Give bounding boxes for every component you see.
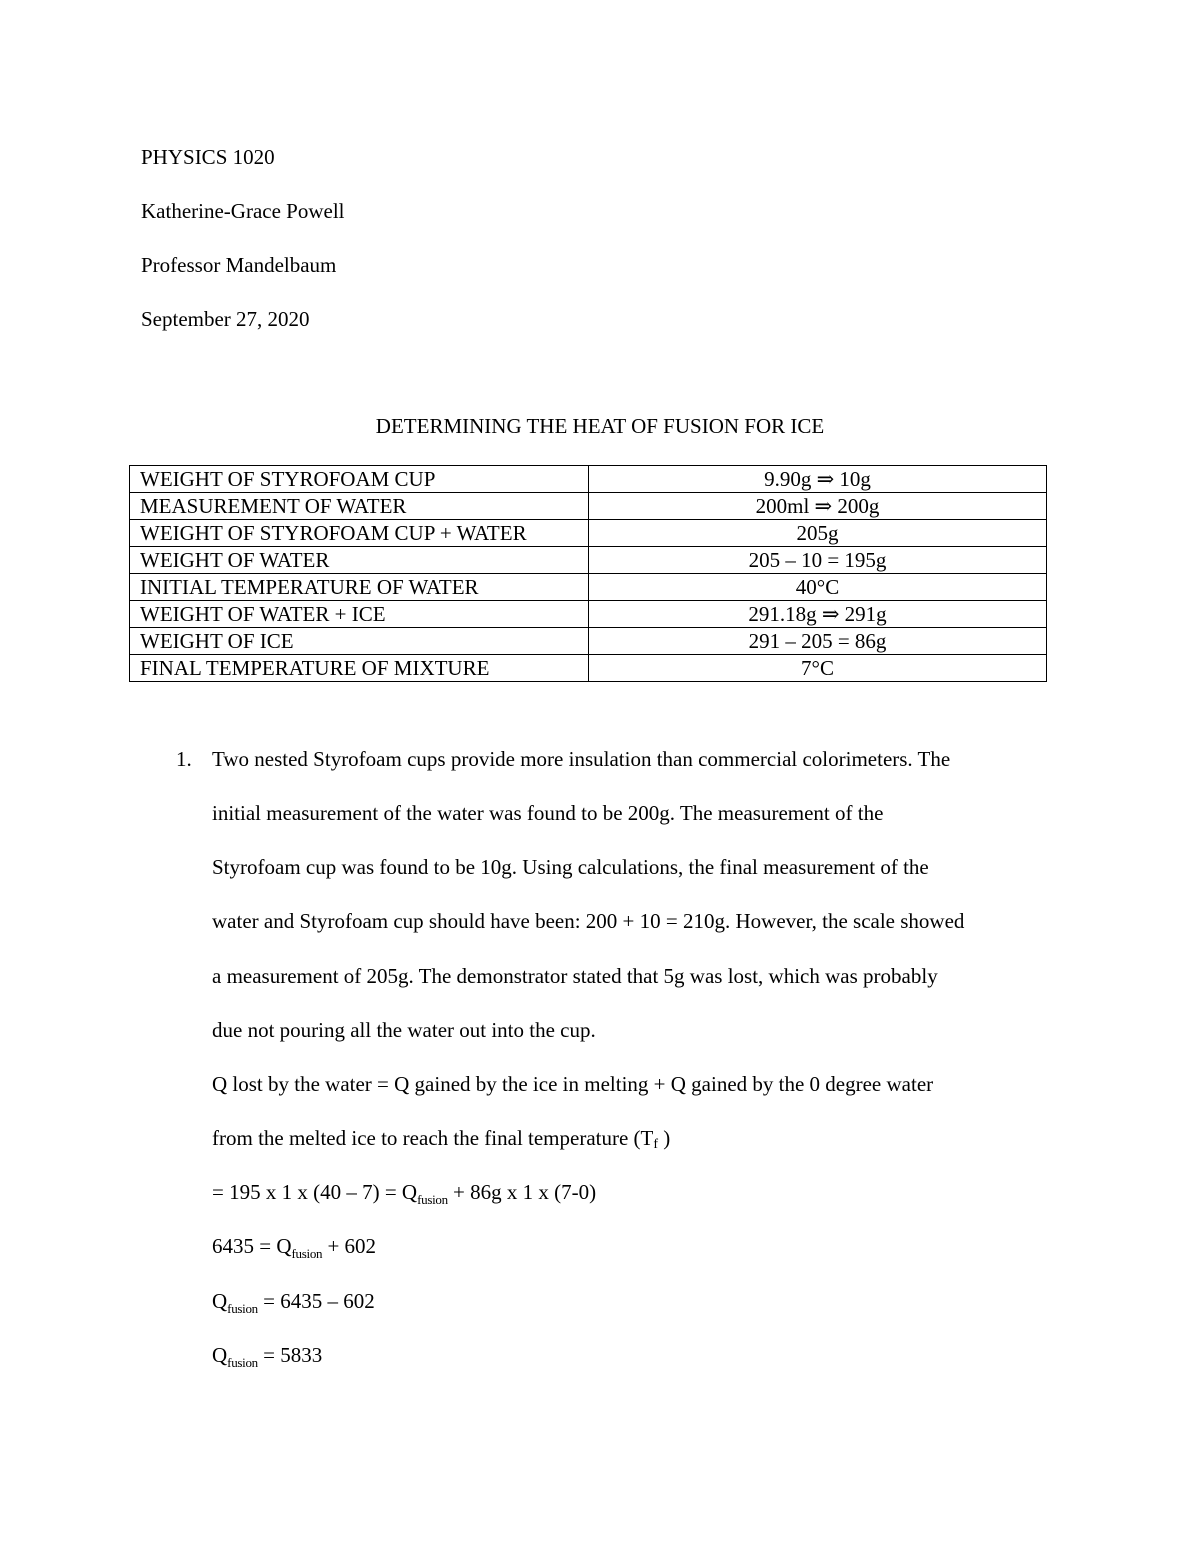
paragraph-line: a measurement of 205g. The demonstrator stated that 5g was lost, which was probably [212, 964, 938, 988]
table-row [130, 466, 1047, 493]
table-row [130, 628, 1047, 655]
row-label: WEIGHT OF WATER + ICE [130, 601, 589, 628]
paragraph-line: initial measurement of the water was found to be 200g. The measurement of the [212, 801, 884, 825]
table-row [130, 574, 1047, 601]
row-value: 205g [589, 520, 1047, 547]
measurements-table [129, 465, 1047, 682]
calculation-line [212, 1180, 596, 1205]
row-value: 291 – 205 = 86g [589, 628, 1047, 655]
paragraph-line: water and Styrofoam cup should have been: 200 + 10 = 210g. However, the scale showed [212, 909, 965, 933]
calc-text-end: = 6435 – 602 [257, 1289, 375, 1313]
table-row [130, 547, 1047, 574]
calc-text-end: + 602 [322, 1234, 377, 1258]
professor-name: Professor Mandelbaum [141, 253, 337, 277]
row-label: WEIGHT OF STYROFOAM CUP + WATER [130, 520, 589, 547]
row-value: 205 – 10 = 195g [589, 547, 1047, 574]
equation-text-end: ) [658, 1126, 671, 1150]
calculation-line [212, 1234, 376, 1259]
list-number: 1. [176, 747, 192, 771]
equation-line: Q lost by the water = Q gained by the ice in melting + Q gained by the 0 degree water [212, 1072, 934, 1096]
calculation-line [212, 1343, 322, 1368]
date-line: September 27, 2020 [141, 307, 310, 331]
row-value: 291.18g ⇒ 291g [589, 601, 1047, 628]
row-value: 200ml ⇒ 200g [589, 493, 1047, 520]
calc-text: Q [212, 1343, 228, 1367]
document-title: DETERMINING THE HEAT OF FUSION FOR ICE [375, 414, 825, 438]
equation-subscript: f [653, 1137, 659, 1152]
row-label: INITIAL TEMPERATURE OF WATER [130, 574, 589, 601]
row-label: WEIGHT OF WATER [130, 547, 589, 574]
row-label: FINAL TEMPERATURE OF MIXTURE [130, 655, 589, 682]
paragraph-line: Two nested Styrofoam cups provide more insulation than commercial colorimeters. The [212, 747, 951, 771]
table-row [130, 655, 1047, 682]
table-row [130, 601, 1047, 628]
calculation-line [212, 1289, 375, 1314]
row-value: 40°C [589, 574, 1047, 601]
row-label: MEASUREMENT OF WATER [130, 493, 589, 520]
row-label: WEIGHT OF STYROFOAM CUP [130, 466, 589, 493]
student-name: Katherine-Grace Powell [141, 199, 345, 223]
row-label: WEIGHT OF ICE [130, 628, 589, 655]
calc-subscript: fusion [227, 1355, 258, 1370]
calc-text: 6435 = Q [212, 1234, 292, 1258]
paragraph-line: Styrofoam cup was found to be 10g. Using calculations, the final measurement of the [212, 855, 929, 879]
table-row [130, 520, 1047, 547]
calc-text-end: = 5833 [257, 1343, 323, 1367]
table-row [130, 493, 1047, 520]
calc-subscript: fusion [227, 1301, 258, 1316]
paragraph-line: due not pouring all the water out into the cup. [212, 1018, 596, 1042]
course-line: PHYSICS 1020 [141, 145, 275, 169]
row-value: 7°C [589, 655, 1047, 682]
calc-text: Q [212, 1289, 228, 1313]
calc-text-end: + 86g x 1 x (7-0) [447, 1180, 597, 1204]
calc-subscript: fusion [291, 1246, 323, 1261]
calc-text: = 195 x 1 x (40 – 7) = Q [212, 1180, 418, 1204]
calc-subscript: fusion [417, 1192, 448, 1207]
row-value: 9.90g ⇒ 10g [589, 466, 1047, 493]
equation-text: from the melted ice to reach the final temperature (T [212, 1126, 654, 1150]
equation-line [212, 1126, 670, 1151]
